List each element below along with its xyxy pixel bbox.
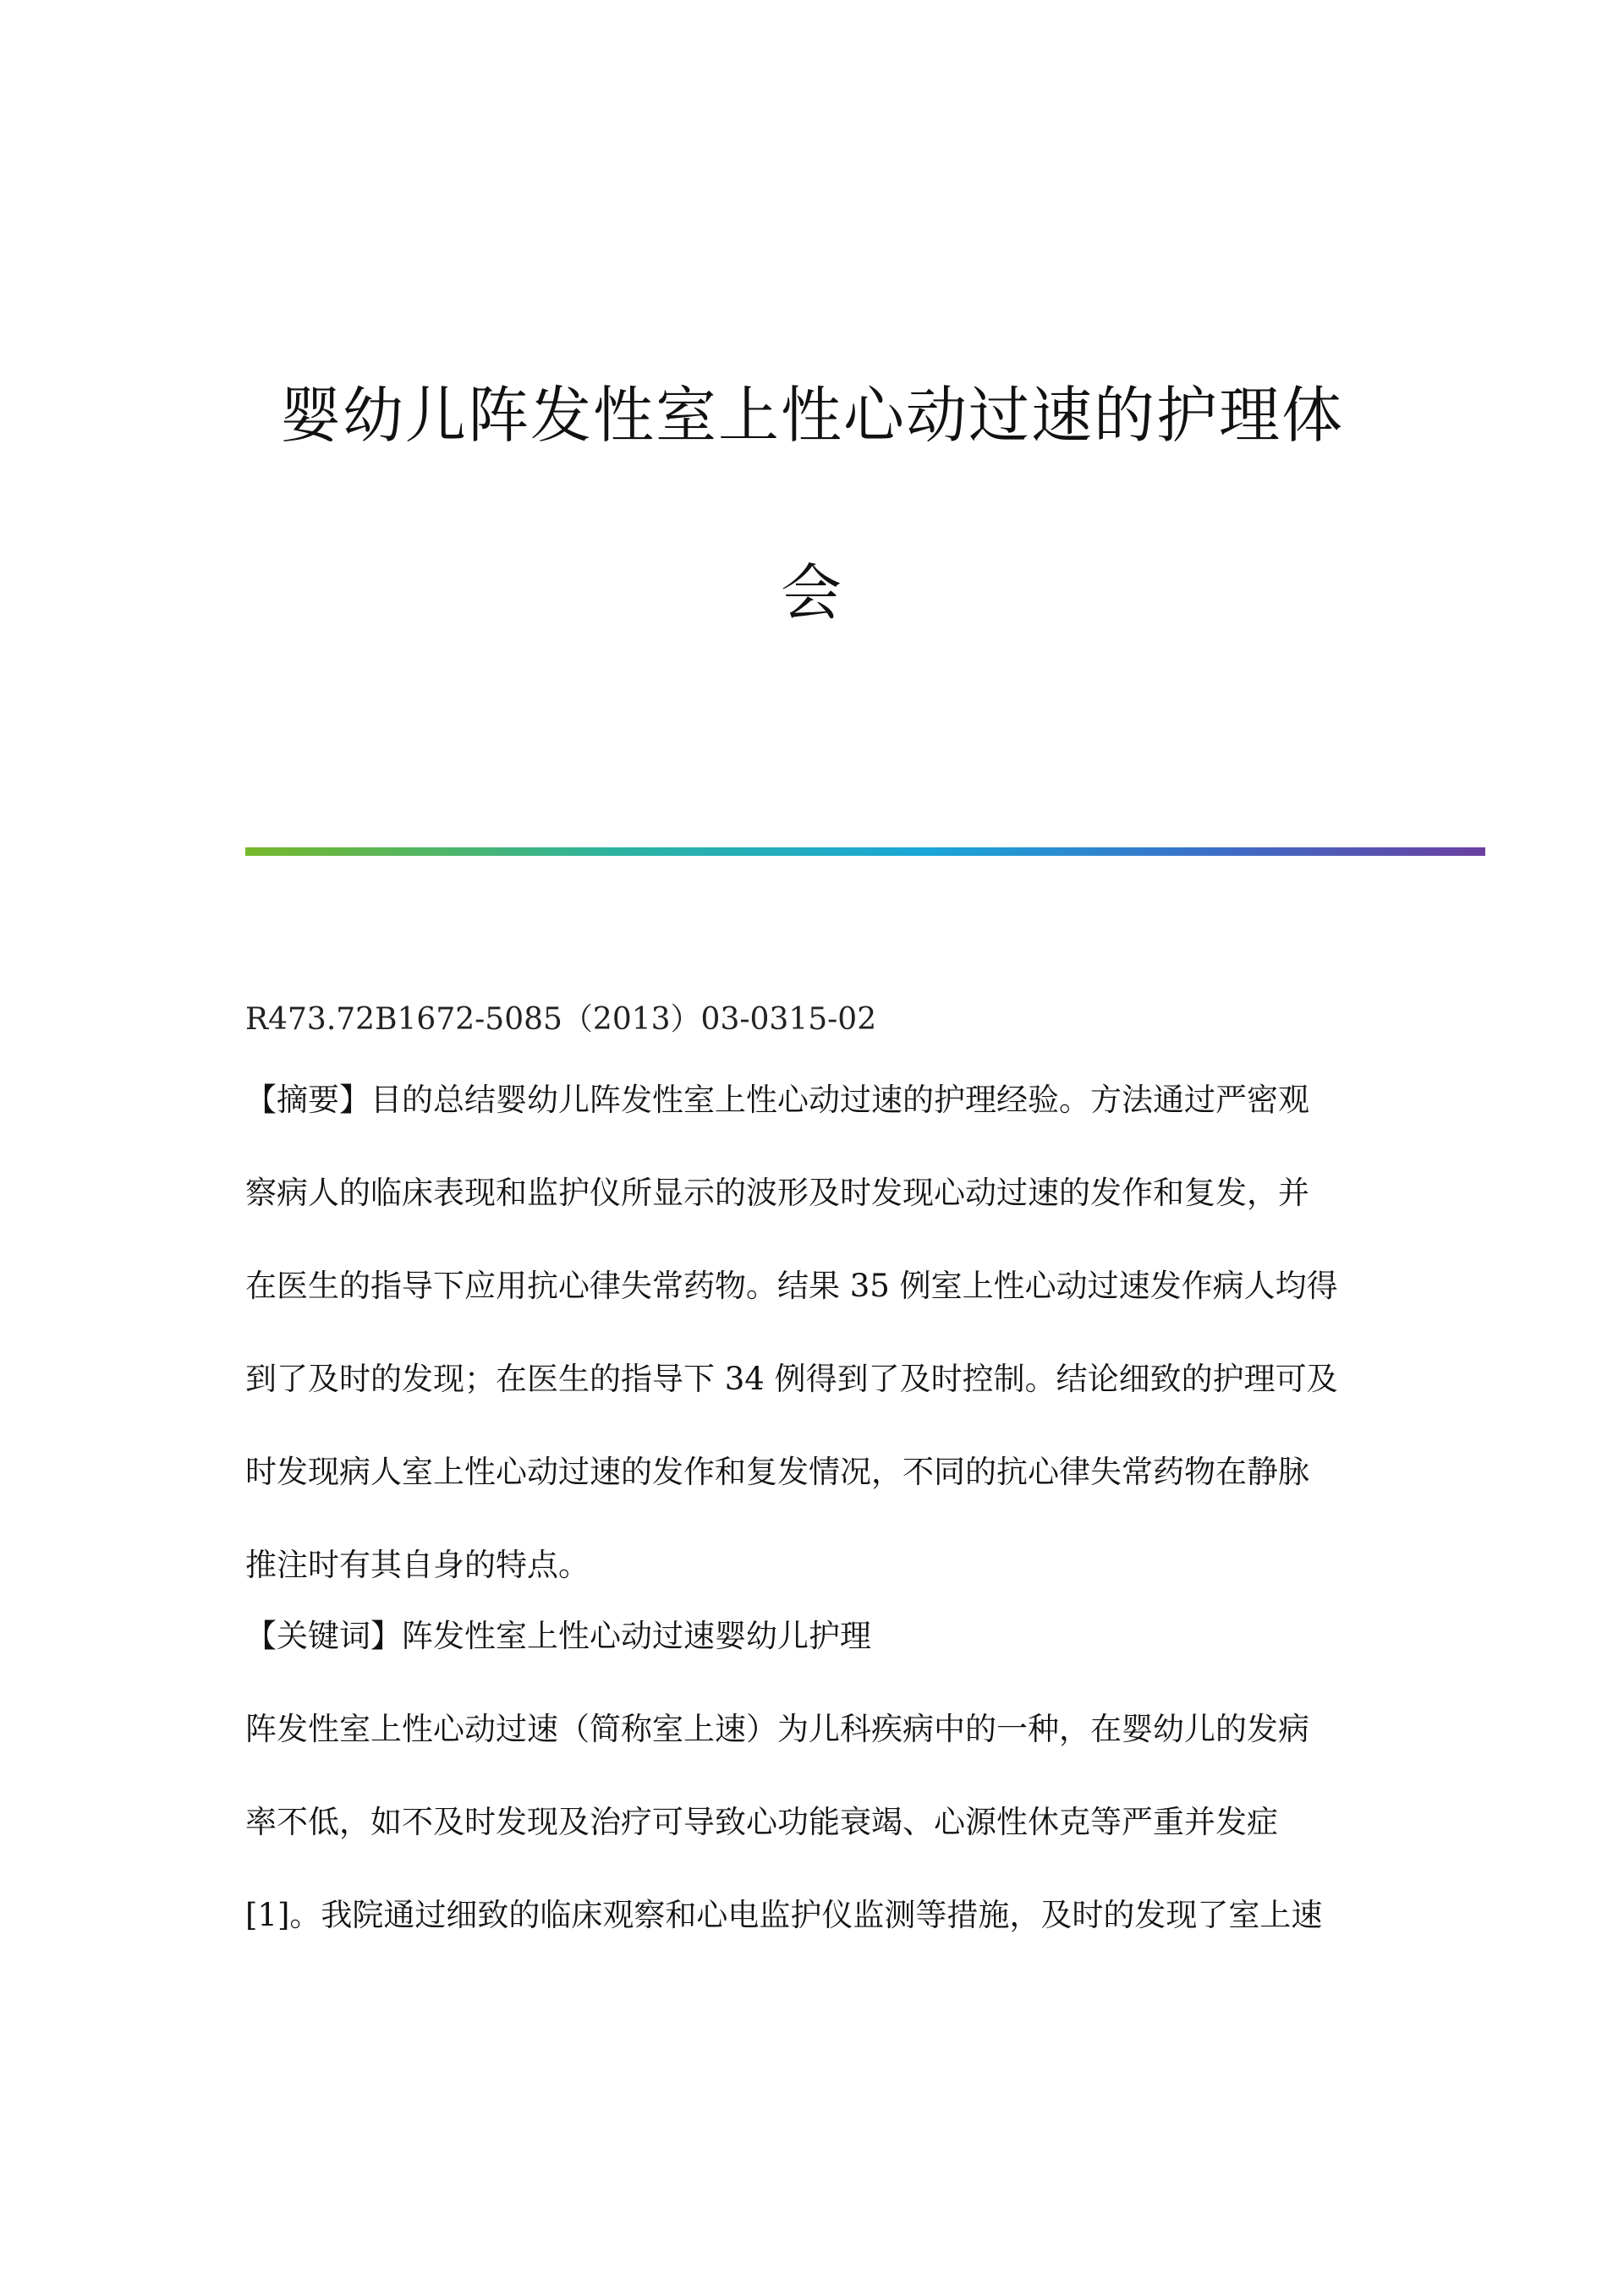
abstract-line: 在医生的指导下应用抗心律失常药物。结果 35 例室上性心动过速发作病人均得 bbox=[245, 1268, 1338, 1304]
classification-code: R473.72B1672-5085（2013）03-0315-02 bbox=[245, 1002, 877, 1037]
body-paragraph bbox=[245, 1683, 1383, 1962]
abstract-line: 时发现病人室上性心动过速的发作和复发情况，不同的抗心律失常药物在静脉 bbox=[245, 1454, 1309, 1490]
body-line: 阵发性室上性心动过速（简称室上速）为儿科疾病中的一种，在婴幼儿的发病 bbox=[245, 1711, 1309, 1747]
gradient-divider bbox=[245, 847, 1485, 856]
abstract-line: 推注时有其自身的特点。 bbox=[245, 1547, 590, 1583]
keywords-paragraph bbox=[245, 1590, 1383, 1683]
body-line: [1]。我院通过细致的临床观察和心电监护仪监测等措施，及时的发现了室上速 bbox=[245, 1897, 1323, 1933]
abstract-line: 察病人的临床表现和监护仪所显示的波形及时发现心动过速的发作和复发，并 bbox=[245, 1175, 1309, 1211]
document-title-line-1: 婴幼儿阵发性室上性心动过速的护理体 bbox=[279, 380, 1344, 451]
keywords-line: 【关键词】阵发性室上性心动过速婴幼儿护理 bbox=[245, 1618, 871, 1654]
abstract-line: 【摘要】目的总结婴幼儿阵发性室上性心动过速的护理经验。方法通过严密观 bbox=[245, 1082, 1309, 1118]
document-title-line-2: 会 bbox=[780, 557, 843, 628]
abstract-paragraph bbox=[245, 1054, 1383, 1612]
body-line: 率不低，如不及时发现及治疗可导致心功能衰竭、心源性休克等严重并发症 bbox=[245, 1804, 1278, 1840]
abstract-line: 到了及时的发现；在医生的指导下 34 例得到了及时控制。结论细致的护理可及 bbox=[245, 1361, 1338, 1397]
